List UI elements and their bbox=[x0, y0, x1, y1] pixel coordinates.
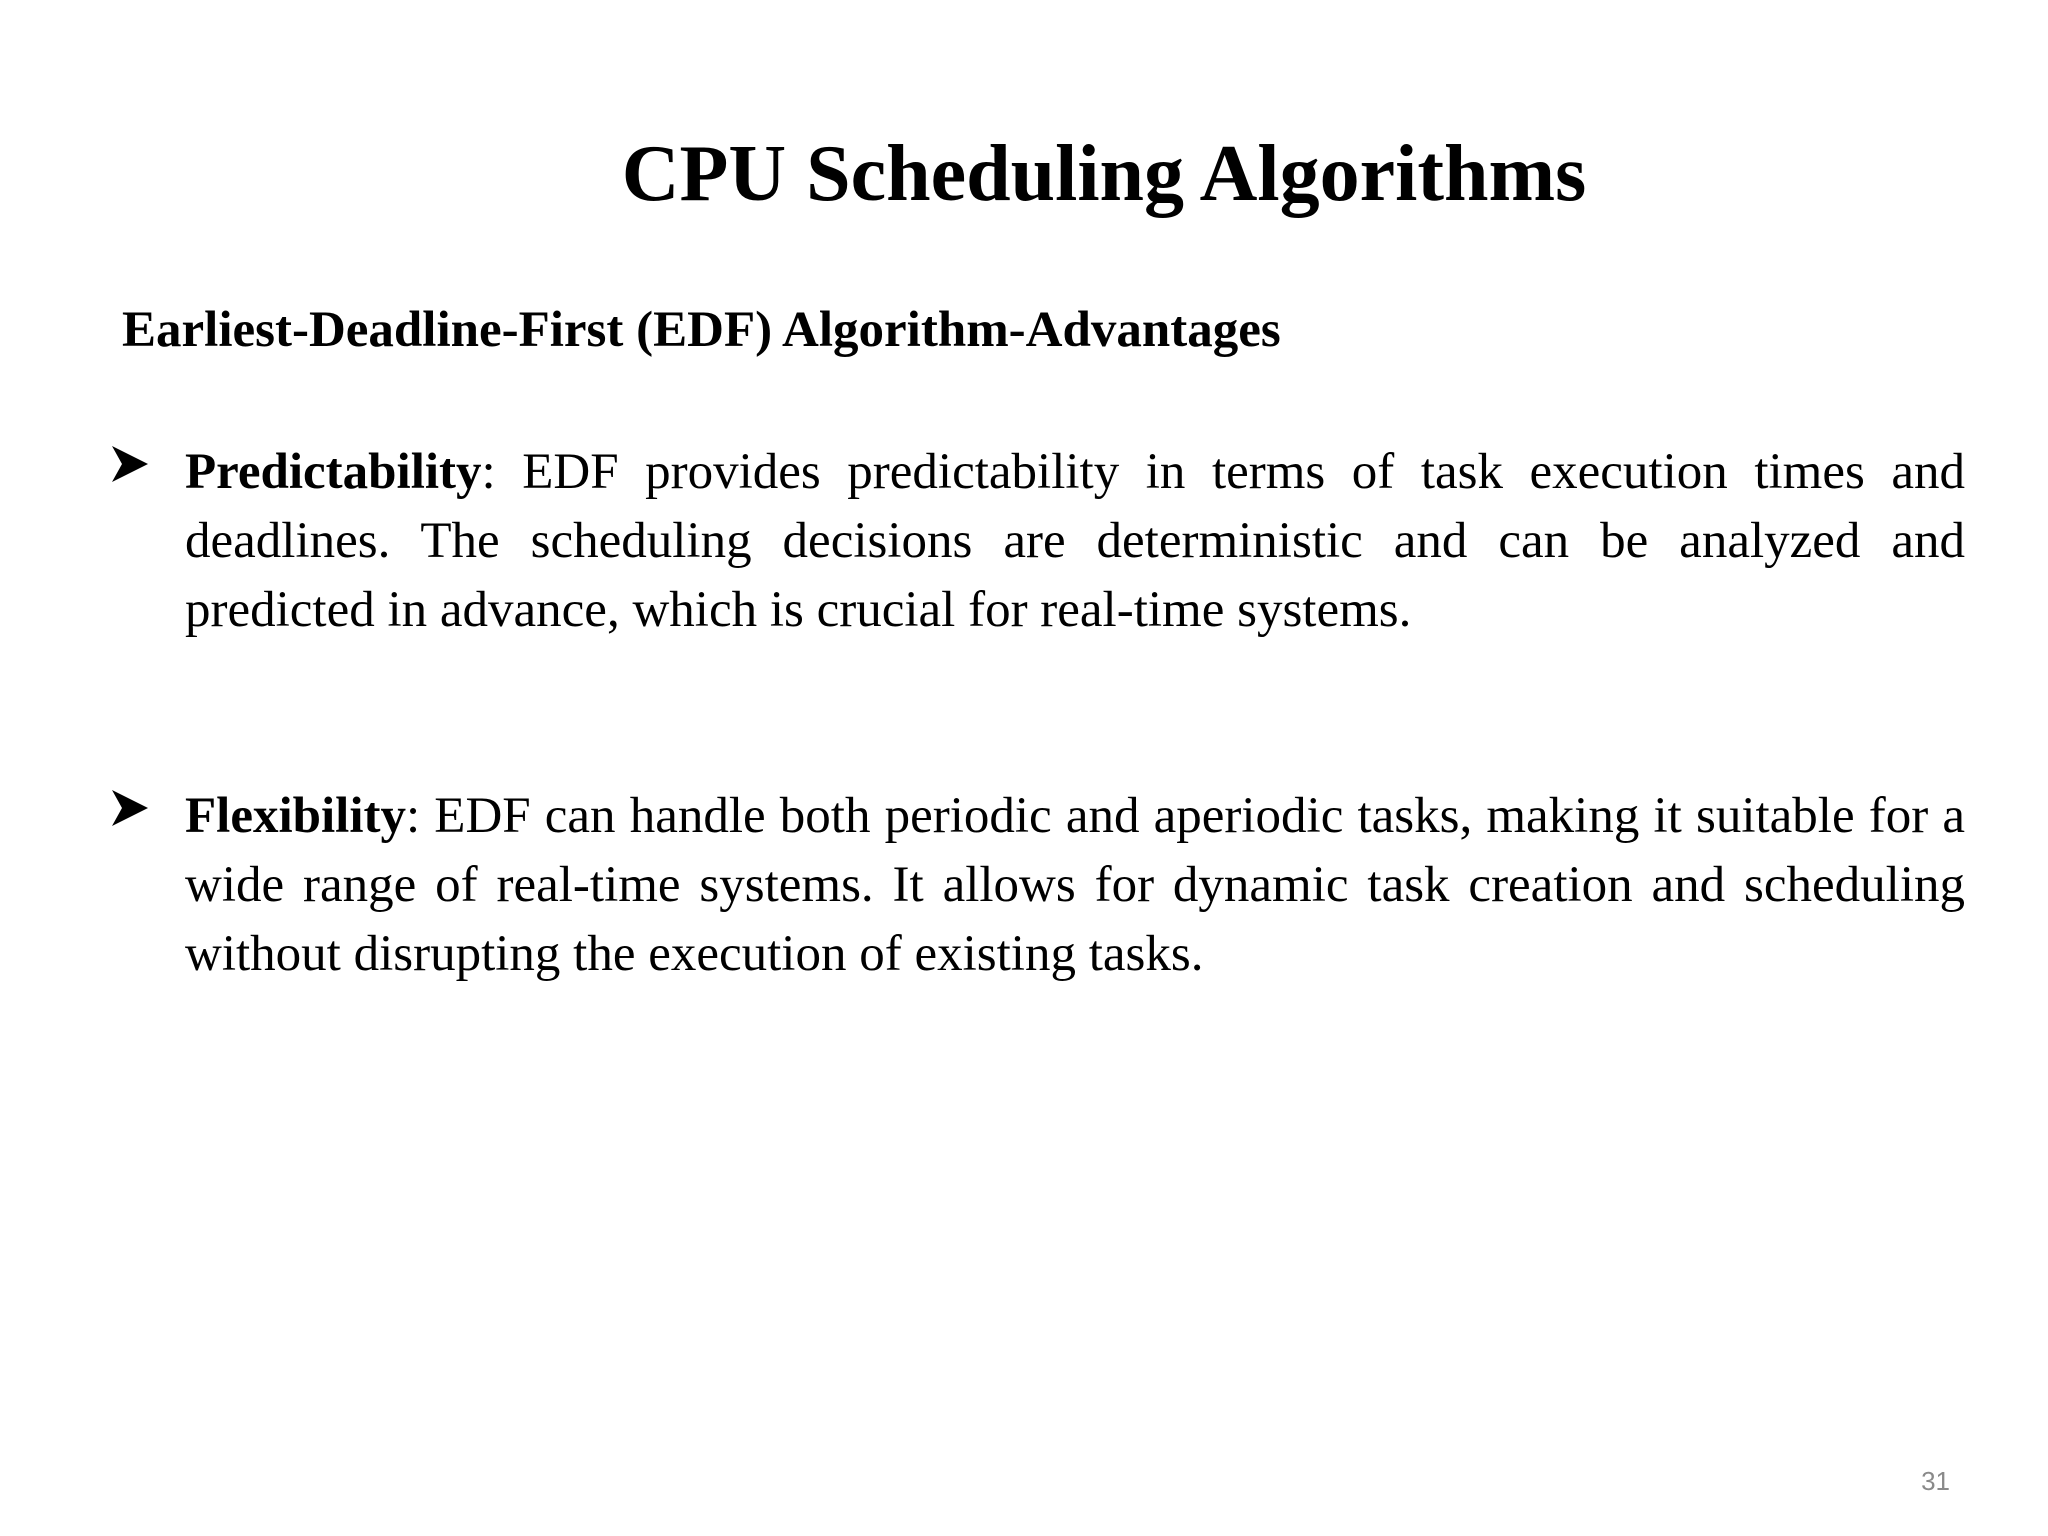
arrowhead-bullet-icon bbox=[110, 444, 150, 484]
bullet-item-predictability bbox=[110, 438, 1965, 645]
slide-subtitle: Earliest-Deadline-First (EDF) Algorithm-Advantages bbox=[122, 302, 1281, 358]
arrowhead-bullet-icon bbox=[110, 788, 150, 828]
bullet-separator: : bbox=[405, 788, 421, 844]
bullet-description: EDF provides predictability in terms of task execution times and deadlines. The scheduling decisions are deterministic and can be analyzed and predicted in advance, which is crucial for real-time systems. bbox=[185, 444, 1965, 638]
bullet-text bbox=[185, 782, 1965, 989]
page-number: 31 bbox=[1921, 1466, 1950, 1496]
bullet-item-flexibility bbox=[110, 782, 1965, 989]
bullet-separator: : bbox=[481, 444, 496, 500]
bullet-text bbox=[185, 438, 1965, 645]
bullet-term: Predictability bbox=[185, 444, 482, 500]
bullet-term: Flexibility bbox=[185, 788, 406, 844]
bullet-description: EDF can handle both periodic and aperiodic tasks, making it suitable for a wide range of real-time systems. It allows for dynamic task creation and scheduling without disrupting the execution of existing tasks. bbox=[185, 788, 1965, 982]
slide-title: CPU Scheduling Algorithms bbox=[621, 130, 1587, 218]
